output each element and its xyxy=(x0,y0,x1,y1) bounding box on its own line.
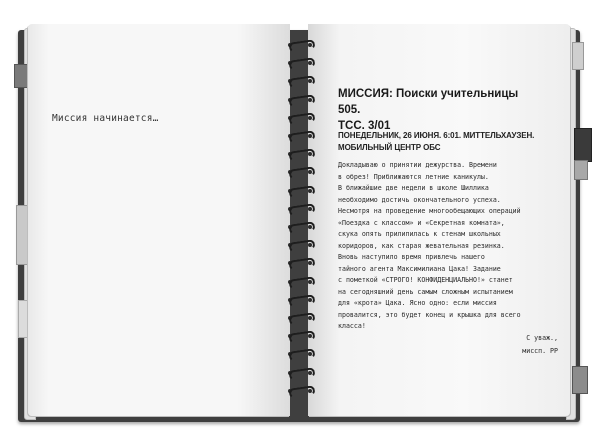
report-line: Докладываю о принятии дежурства. Времени xyxy=(338,161,497,169)
spiral-ring xyxy=(284,167,316,177)
report-line: коридоров, как старая жевательная резинка. xyxy=(338,241,505,250)
report-line: класса! xyxy=(338,322,366,330)
signature-line-2: миссп. РР xyxy=(522,347,558,355)
index-tab-icon xyxy=(574,128,592,162)
spiral-ring xyxy=(284,295,316,305)
report-line: скука опять прилипилась к стенам школьных xyxy=(338,230,501,238)
spiral-ring xyxy=(284,40,316,50)
index-tab-icon xyxy=(572,366,588,394)
spiral-ring xyxy=(284,186,316,196)
report-line: с пометкой «СТРОГО! КОНФИДЕНЦИАЛЬНО!» станет xyxy=(338,276,513,284)
spiral-ring xyxy=(284,277,316,287)
report-line: для «крота» Цака. Ясно одно: если миссия xyxy=(338,299,497,307)
spiral-ring xyxy=(284,204,316,214)
spiral-ring xyxy=(284,313,316,323)
report-line: тайного агента Максимилиана Цака! Задание xyxy=(338,264,501,273)
spiral-ring xyxy=(284,76,316,86)
mission-dateline xyxy=(338,130,558,154)
report-line: провалится, это будет конец и крышка для всего xyxy=(338,310,521,319)
left-page-note: Миссия начинается… xyxy=(52,113,159,124)
mission-report-text xyxy=(338,160,570,333)
report-line: на сегодняшний день самым сложным испытанием xyxy=(338,287,513,296)
report-line: Несмотря на проведение многообещающих операций xyxy=(338,207,521,215)
report-line: В ближайшие две недели в школе Шиллика xyxy=(338,184,489,192)
mission-dateline-line-1: ПОНЕДЕЛЬНИК, 26 ИЮНЯ. 6:01. МИТТЕЛЬХАУЗЕН. xyxy=(338,131,535,140)
mission-title xyxy=(338,86,538,134)
report-line: Вновь наступило время привлечь нашего xyxy=(338,253,485,261)
mission-title-line-2: ТСС. 3/01 xyxy=(338,120,391,132)
mission-dateline-line-2: МОБИЛЬНЫЙ ЦЕНТР ОБС xyxy=(338,143,441,152)
spiral-binding-icon xyxy=(284,40,316,400)
spiral-ring xyxy=(284,386,316,396)
spiral-ring xyxy=(284,222,316,232)
index-tab-icon xyxy=(572,42,584,70)
spiral-ring xyxy=(284,349,316,359)
spiral-ring xyxy=(284,95,316,105)
spiral-ring xyxy=(284,331,316,341)
spiral-ring xyxy=(284,149,316,159)
signature-line-1: С уваж., xyxy=(526,334,558,342)
spiral-ring xyxy=(284,58,316,68)
report-line: необходимо достичь окончательного успеха. xyxy=(338,195,501,204)
spiral-ring xyxy=(284,368,316,378)
report-signature xyxy=(500,332,558,358)
mission-title-line-1: МИССИЯ: Поиски учительницы 505. xyxy=(338,88,519,116)
index-tab-icon xyxy=(574,160,588,180)
spiral-ring xyxy=(284,131,316,141)
left-page xyxy=(28,24,290,416)
report-line: в обрез! Приближаются летние каникулы. xyxy=(338,172,489,181)
spiral-ring xyxy=(284,258,316,268)
spiral-ring xyxy=(284,240,316,250)
report-line: «Поездка с классом» и «Секретная комната», xyxy=(338,218,505,227)
spiral-ring xyxy=(284,113,316,123)
